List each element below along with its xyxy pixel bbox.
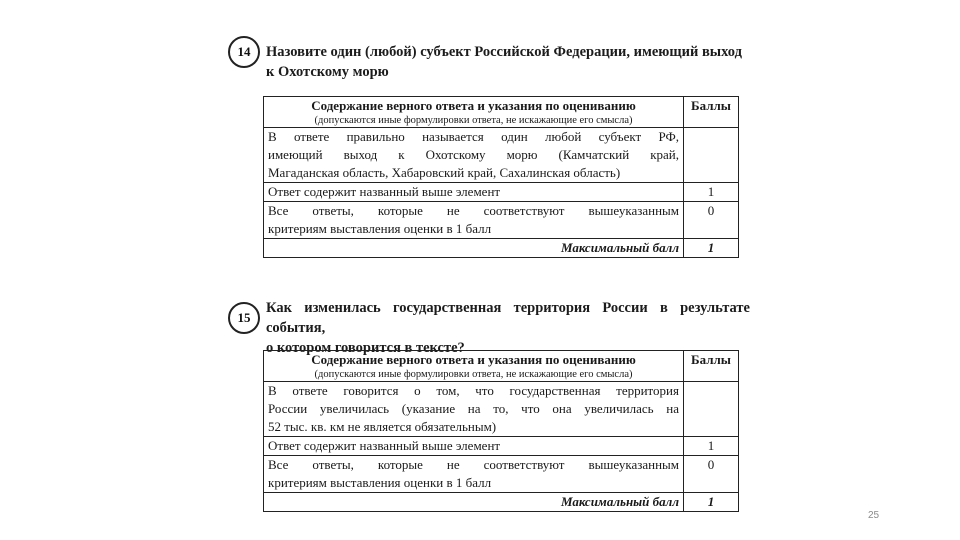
question-line: о котором говорится в тексте? [266, 340, 465, 356]
max-score-value: 1 [684, 493, 739, 512]
answer-line: Магаданская область, Хабаровский край, Сахалинская область) [268, 165, 621, 180]
answer-line: В ответе говорится о том, что государственная территория [268, 383, 679, 398]
question-text [266, 298, 750, 358]
max-score-label: Максимальный балл [264, 493, 684, 512]
criterion-line: Все ответы, которые не соответствуют вышеуказанным [268, 203, 679, 218]
score-cell-empty [684, 382, 739, 437]
criterion-cell [264, 202, 684, 239]
question-line: Как изменилась государственная территория России в результате события, [266, 300, 750, 336]
criterion-cell [264, 437, 684, 456]
criterion-line: Ответ содержит названный выше элемент [268, 438, 501, 453]
table-header-row [264, 97, 739, 128]
page-number: 25 [868, 510, 880, 521]
header-content-cell [264, 351, 684, 382]
scoring-table [263, 350, 739, 512]
answer-line: России увеличилась (указание на то, что она увеличилась на [268, 401, 679, 416]
question-line: к Охотскому морю [266, 64, 389, 80]
criterion-line: Ответ содержит названный выше элемент [268, 184, 501, 199]
criterion-line: критериям выставления оценки в 1 балл [268, 475, 492, 490]
table-row [264, 456, 739, 493]
header-main-label: Содержание верного ответа и указания по оцениванию [311, 352, 636, 367]
answer-cell [264, 382, 684, 437]
table-row [264, 437, 739, 456]
criterion-cell [264, 183, 684, 202]
table-row [264, 128, 739, 183]
answer-cell [264, 128, 684, 183]
task-number-badge: 15 [228, 302, 260, 334]
table-header-row [264, 351, 739, 382]
answer-line: В ответе правильно называется один любой субъект РФ, [268, 129, 679, 144]
score-cell: 0 [684, 456, 739, 493]
score-cell: 0 [684, 202, 739, 239]
criterion-line: Все ответы, которые не соответствуют вышеуказанным [268, 457, 679, 472]
table-row [264, 382, 739, 437]
max-score-label: Максимальный балл [264, 239, 684, 258]
score-cell: 1 [684, 183, 739, 202]
table-row [264, 183, 739, 202]
header-sub-label: (допускаются иные формулировки ответа, не искажающие его смысла) [314, 115, 633, 126]
score-cell-empty [684, 128, 739, 183]
criterion-cell [264, 456, 684, 493]
header-score-cell: Баллы [684, 351, 739, 382]
task-number-badge: 14 [228, 36, 260, 68]
header-content-cell [264, 97, 684, 128]
question-text [266, 42, 766, 82]
table-row [264, 239, 739, 258]
header-main-label: Содержание верного ответа и указания по оцениванию [311, 98, 636, 113]
header-sub-label: (допускаются иные формулировки ответа, не искажающие его смысла) [314, 369, 633, 380]
max-score-value: 1 [684, 239, 739, 258]
score-cell: 1 [684, 437, 739, 456]
answer-line: имеющий выход к Охотскому морю (Камчатский край, [268, 147, 679, 162]
table-row [264, 493, 739, 512]
table-row [264, 202, 739, 239]
header-score-cell: Баллы [684, 97, 739, 128]
scoring-table [263, 96, 739, 258]
criterion-line: критериям выставления оценки в 1 балл [268, 221, 492, 236]
question-line: Назовите один (любой) субъект Российской Федерации, имеющий выход [266, 44, 742, 60]
answer-line: 52 тыс. кв. км не является обязательным) [268, 419, 497, 434]
